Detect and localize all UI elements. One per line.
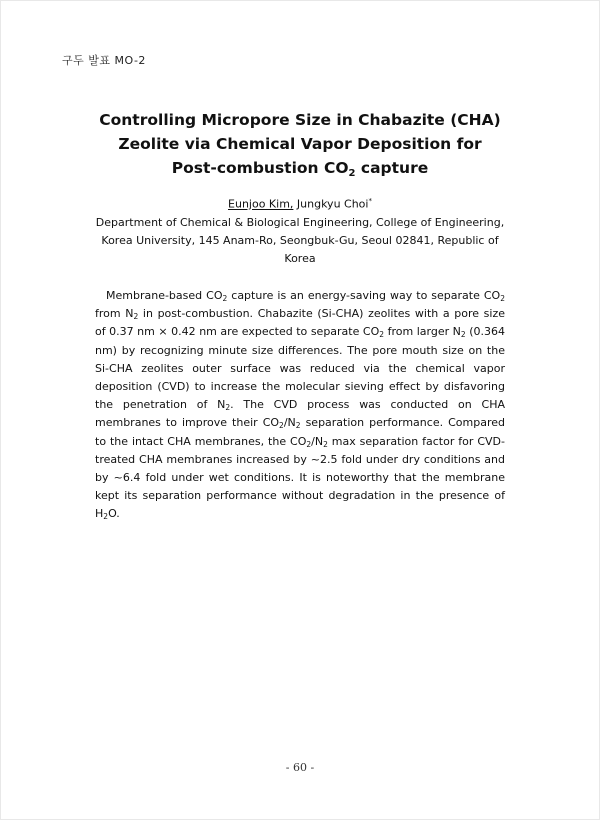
subscript: 2 [306,439,312,449]
subscript: 2 [460,330,466,340]
subscript: 2 [379,330,385,340]
paper-title [80,108,520,180]
title-line-3-post: capture [355,159,429,177]
abstract-body [95,287,505,524]
title-line-2: Zeolite via Chemical Vapor Deposition for [118,135,482,153]
page-number: - 60 - [285,761,315,774]
abstract-text: max separation factor for CVD-treated CHA membranes increased by ~2.5 fold under dry conditions and by ~6.4 fold under wet conditions. It is noteworthy that the membrane kept its separation performance without degradation in the presence of H [95,434,505,521]
affiliation-line-3: Korea [284,252,316,265]
abstract-text: O. [108,507,120,521]
corresponding-author: Jungkyu Choi [296,197,369,211]
subscript: 2 [295,421,301,431]
session-label: 구두 발표 MO-2 [62,54,146,67]
abstract-text: (0.364 nm) by recognizing minute size differences. The pore mouth size on the Si-CHA zeolites outer surface was reduced via the chemical vapor deposition (CVD) to increase the molecular sieving effect by disfavoring the penetration of N [95,325,506,412]
corresponding-mark: * [368,197,372,205]
subscript: 2 [323,439,328,449]
subscript: 2 [133,312,139,322]
subscript: 2 [279,421,284,431]
affiliation [95,214,505,268]
abstract-text: /N [311,434,324,448]
abstract-text: in post-combustion. Chabazite (Si-CHA) zeolites with a pore size of 0.37 nm × 0.42 nm are expected to separate CO [95,307,505,339]
abstract-text: from N [95,307,134,321]
subscript: 2 [500,294,505,303]
abstract-text: . The CVD process was conducted on CHA membranes to improve their CO [95,398,505,430]
abstract-text: from larger N [384,325,461,339]
author-list [0,197,600,211]
title-line-3 [80,156,520,180]
abstract-text: /N [283,416,296,430]
affiliation-line-1: Department of Chemical & Biological Engineering, College of Engineering, [95,216,505,229]
subscript: 2 [225,403,231,413]
abstract-text: capture is an energy-saving way to separate CO [227,289,501,302]
abstract-text: Membrane-based CO [106,289,223,302]
title-subscript: 2 [348,168,356,179]
abstract-text: separation performance. Compared to the intact CHA membranes, the CO [95,416,505,448]
affiliation-line-2: Korea University, 145 Anam-Ro, Seongbuk-Gu, Seoul 02841, Republic of [101,234,499,247]
title-line-3-pre: Post-combustion CO [171,159,349,177]
presenting-author: Eunjoo Kim, [228,197,294,211]
subscript: 2 [103,512,109,522]
subscript: 2 [222,294,228,303]
title-line-1: Controlling Micropore Size in Chabazite (CHA) [99,111,501,129]
